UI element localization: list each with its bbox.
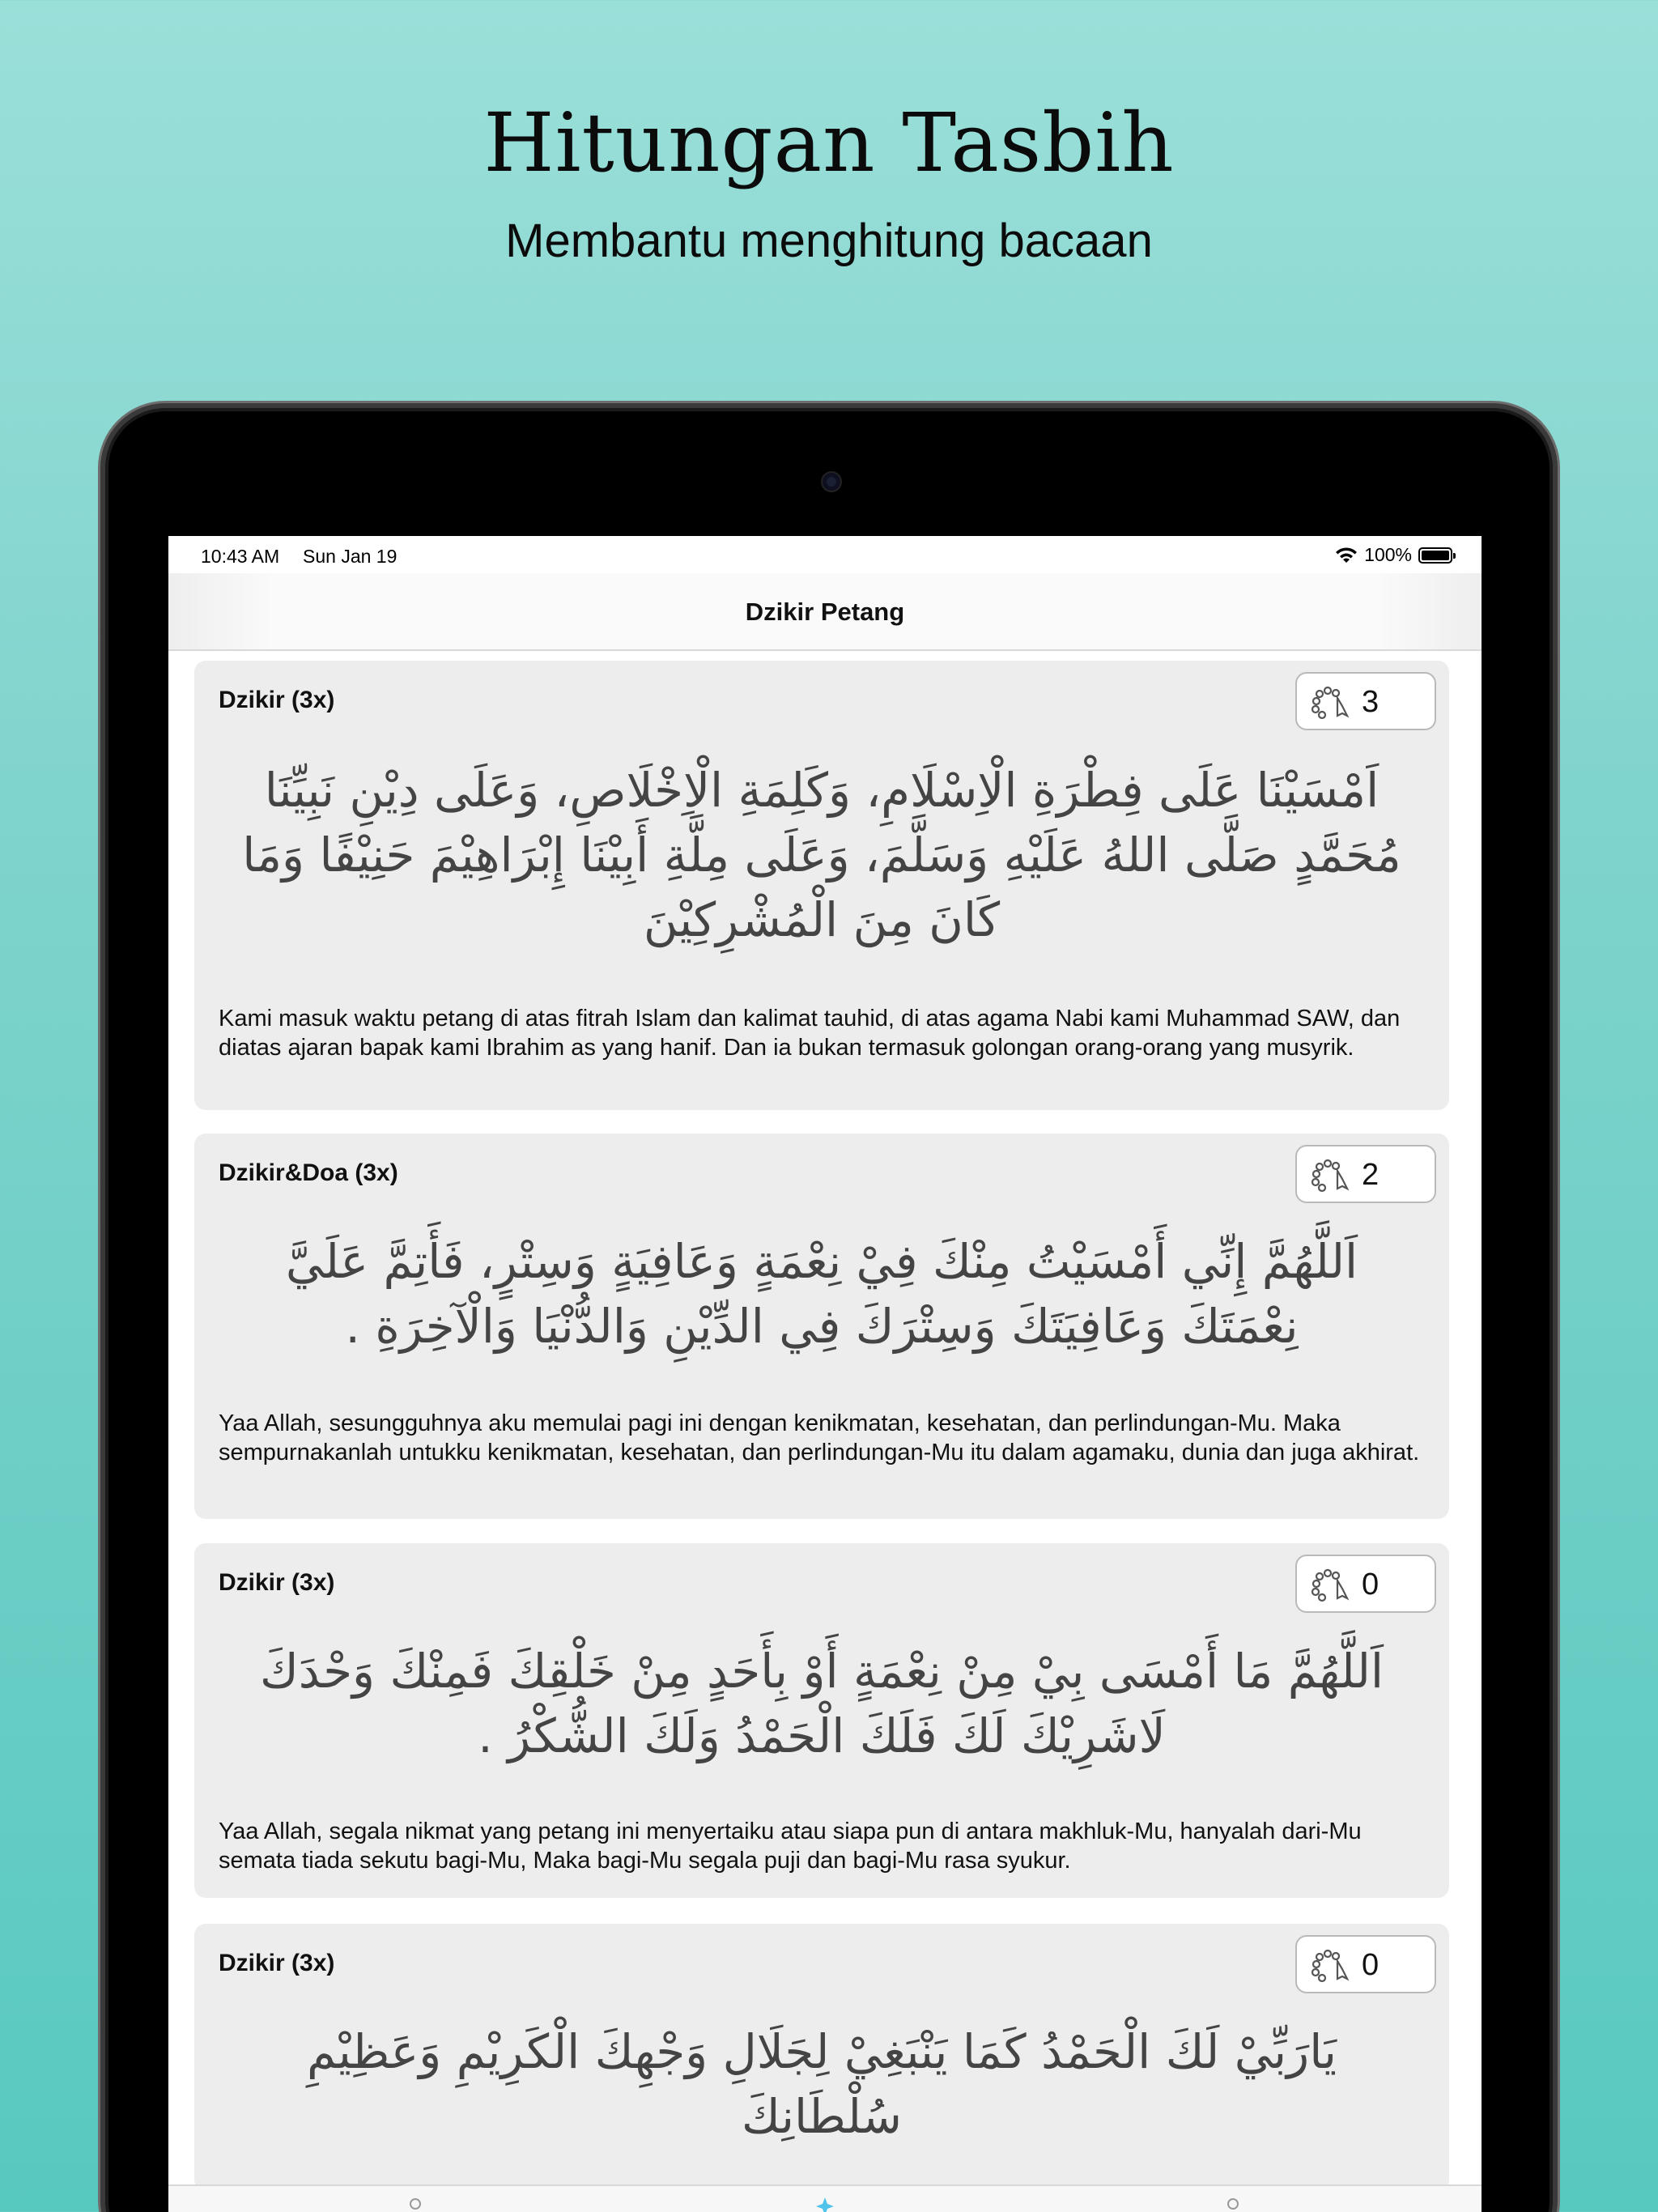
wifi-icon (1335, 547, 1358, 564)
card-title: Dzikir (3x) (219, 687, 335, 713)
arabic-text: اَمْسَيْنَا عَلَى فِطْرَةِ الْاِسْلَامِ، وَكَلِمَةِ الْاِخْلَاصِ، وَعَلَى دِيْنِ نَبِيِّنَا مُحَمَّدٍ صَلَّى اللهُ عَلَيْهِ وَسَلَّمَ، وَعَلَى مِلَّةِ أَبِيْنَا إِبْرَاهِيْمَ حَنِيْفًا وَمَا كَانَ مِنَ الْمُشْرِكِيْنَ (242, 763, 1401, 947)
arabic-text: اَللَّهُمَّ إِنِّي أَمْسَيْتُ مِنْكَ فِيْ نِعْمَةٍ وَعَافِيَةٍ وَسِتْرٍ، فَأَتِمَّ عَلَيَّ نِعْمَتَكَ وَعَافِيَتَكَ وَسِتْرَكَ فِي الدِّيْنِ وَالدُّنْيَا وَالْآخِرَةِ . (285, 1234, 1358, 1354)
tasbih-counter-button[interactable] (1295, 672, 1436, 730)
battery-level (1422, 551, 1449, 560)
tasbih-counter-button[interactable] (1295, 1145, 1436, 1203)
navigation-bar (168, 573, 1482, 651)
tab-tasbih-icon[interactable] (813, 2196, 837, 2212)
card-title: Dzikir (3x) (219, 1569, 335, 1596)
status-time: 10:43 AM (201, 546, 280, 567)
card-title: Dzikir (3x) (219, 1950, 335, 1976)
tasbih-beads-icon (1308, 1158, 1350, 1193)
battery-percent: 100% (1364, 544, 1412, 565)
tab-home-icon[interactable] (403, 2196, 427, 2212)
nav-title: Dzikir Petang (745, 598, 905, 626)
tasbih-beads-icon (1308, 1948, 1350, 1984)
promo-subtitle: Membantu menghitung bacaan (505, 215, 1153, 267)
counter-value: 2 (1362, 1158, 1380, 1192)
counter-value: 0 (1362, 1948, 1380, 1982)
status-indicators (1335, 544, 1452, 566)
tasbih-beads-icon (1308, 1568, 1350, 1603)
tasbih-counter-button[interactable] (1295, 1935, 1436, 1993)
translation-text: Kami masuk waktu petang di atas fitrah Islam dan kalimat tauhid, di atas agama Nabi kami Muhammad SAW, dan diatas ajaran bapak kami Ibrahim as yang hanif. Dan ia bukan termasuk golongan orang-orang yang musyrik. (219, 1006, 1401, 1061)
dzikir-card (194, 661, 1449, 1110)
tasbih-beads-icon (1308, 685, 1350, 721)
dzikir-card (194, 1134, 1449, 1519)
dzikir-card (194, 1543, 1449, 1898)
status-bar (168, 536, 1482, 573)
tab-settings-icon[interactable] (1221, 2196, 1245, 2212)
card-title: Dzikir&Doa (3x) (219, 1159, 398, 1186)
front-camera (823, 473, 840, 491)
counter-value: 0 (1362, 1568, 1380, 1602)
promo-title: Hitungan Tasbih (483, 96, 1175, 190)
arabic-text: يَارَبِّيْ لَكَ الْحَمْدُ كَمَا يَنْبَغِيْ لِجَلَالِ وَجْهِكَ الْكَرِيْمِ وَعَظِيْمِ سُلْطَانِكَ (306, 2024, 1337, 2144)
counter-value: 3 (1362, 685, 1380, 719)
app-screen (168, 536, 1482, 2212)
battery-icon (1418, 547, 1452, 564)
tab-bar (168, 2184, 1482, 2212)
status-date: Sun Jan 19 (303, 546, 397, 567)
dzikir-card (194, 1924, 1449, 2191)
translation-text: Yaa Allah, segala nikmat yang petang ini menyertaiku atau siapa pun di antara makhluk-Mu, hanyalah dari-Mu semata tiada sekutu bagi-Mu, Maka bagi-Mu segala puji dan bagi-Mu rasa syukur. (219, 1819, 1362, 1874)
translation-text: Yaa Allah, sesungguhnya aku memulai pagi ini dengan kenikmatan, kesehatan, dan perlindungan-Mu. Maka sempurnakanlah untukku kenikmatan, kesehatan, dan perlindungan-Mu itu dalam agamaku, dunia dan juga akhirat. (219, 1410, 1420, 1465)
tasbih-counter-button[interactable] (1295, 1555, 1436, 1613)
arabic-text: اَللَّهُمَّ مَا أَمْسَى بِيْ مِنْ نِعْمَةٍ أَوْ بِأَحَدٍ مِنْ خَلْقِكَ فَمِنْكَ وَحْدَكَ لَاشَرِيْكَ لَكَ فَلَكَ الْحَمْدُ وَلَكَ الشُّكْرُ . (259, 1644, 1384, 1763)
